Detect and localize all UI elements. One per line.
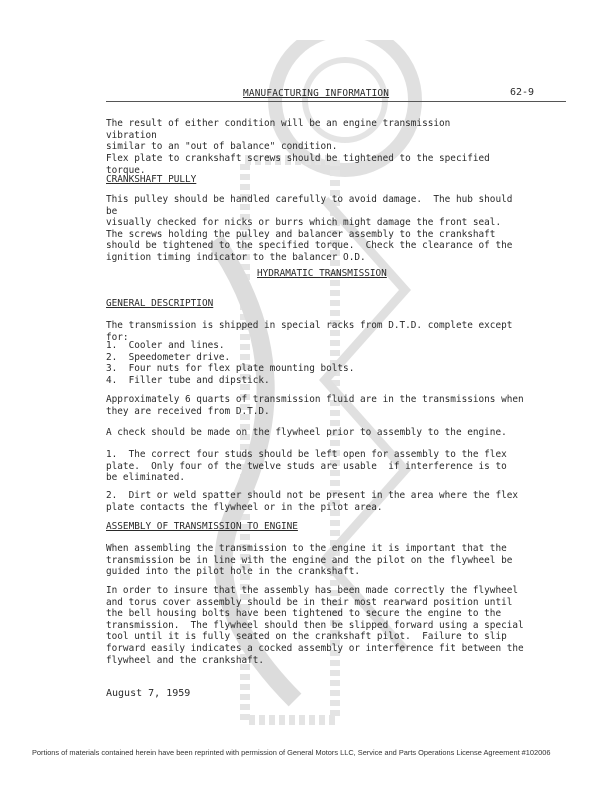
header-rule xyxy=(106,101,566,102)
shipping-exceptions-list xyxy=(106,340,506,386)
list-item: 1. Cooler and lines. xyxy=(106,340,225,351)
crankshaft-pully-body: This pulley should be handled carefully to avoid damage. The hub should be visually checked for nicks or burrs which might damage the front seal. The screws holding the pulley and balancer assembly to the crankshaft should be tightened to the specified torque. Check the clearance of the ignition timing indicator to the balancer O.D. xyxy=(106,194,513,263)
license-footer: Portions of materials contained herein have been reprinted with permission of General Motors LLC, Service and Parts Operations License Agreement #102006 xyxy=(32,748,551,757)
list-item: 3. Four nuts for flex plate mounting bolts. xyxy=(106,363,355,375)
point-1-paragraph: 1. The correct four studs should be left open for assembly to the flex plate. Only four of the twelve studs are usable if interference is to be eliminated. xyxy=(106,449,507,484)
assembly-paragraph-1: When assembling the transmission to the engine it is important that the transmission be in line with the engine and the pilot on the flywheel be guided into the pilot hole in the crankshaft. xyxy=(106,543,513,578)
general-description-intro: The transmission is shipped in special racks from D.T.D. complete except for: xyxy=(106,320,519,343)
page-number: 62-9 xyxy=(510,87,535,98)
section-heading-assembly: ASSEMBLY OF TRANSMISSION TO ENGINE xyxy=(106,521,298,532)
list-item: 2. Speedometer drive. xyxy=(106,351,231,363)
point-2-paragraph: 2. Dirt or weld spatter should not be present in the area where the flex plate contacts the flywheel or in the pilot area. xyxy=(106,490,519,513)
assembly-paragraph-2: In order to insure that the assembly has been made correctly the flywheel and torus cover assembly should be in their most rearward position until the bell housing bolts have been tightened to secure the engine to the transmission. The flywheel should then be slipped forward using a special tool until it is fully seated on the crankshaft pilot. Failure to slip forward easily indicates a cocked assembly or interference fit between the flywheel and the crankshaft. xyxy=(106,585,524,666)
section-heading-crankshaft-pully: CRANKSHAFT PULLY xyxy=(106,174,197,185)
section-heading-hydramatic: HYDRAMATIC TRANSMISSION xyxy=(257,268,387,279)
list-item: 4. Filler tube and dipstick. xyxy=(106,374,270,386)
flywheel-check-paragraph: A check should be made on the flywheel prior to assembly to the engine. xyxy=(106,427,507,438)
intro-paragraph-1: The result of either condition will be an engine transmission vibration similar to an "out of balance" condition. xyxy=(106,118,451,153)
document-date: August 7, 1959 xyxy=(106,688,191,699)
fluid-paragraph: Approximately 6 quarts of transmission fluid are in the transmissions when they are received from D.T.D. xyxy=(106,394,524,417)
intro-paragraph-2: Flex plate to crankshaft screws should be tightened to the specified torque. xyxy=(106,153,496,176)
header-title: MANUFACTURING INFORMATION xyxy=(243,88,390,99)
section-heading-general-description: GENERAL DESCRIPTION xyxy=(106,298,214,309)
